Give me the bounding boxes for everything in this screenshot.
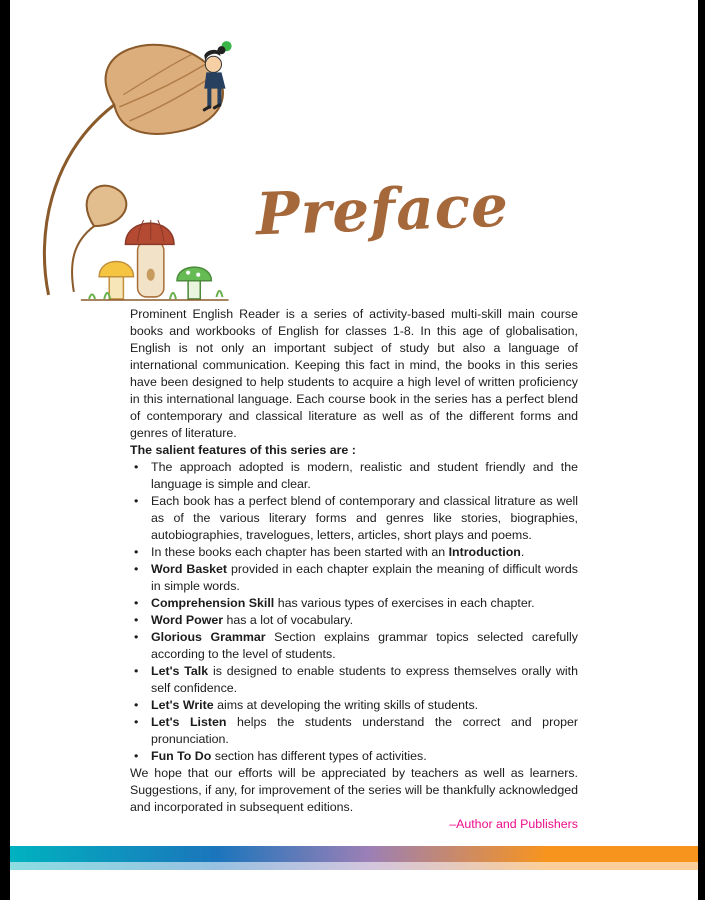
footer-gradient-bar — [10, 846, 698, 862]
scan-edge-left — [0, 0, 10, 900]
feature-item: • Let's Write aims at developing the writing skills of students. — [130, 697, 578, 714]
feature-item: • Let's Talk is designed to enable students to express themselves orally with self confidence. — [130, 663, 578, 697]
feature-item: • Word Basket provided in each chapter explain the meaning of difficult words in simple words. — [130, 561, 578, 595]
feature-item: • In these books each chapter has been started with an Introduction. — [130, 544, 578, 561]
feature-item: • Fun To Do section has different types of activities. — [130, 748, 578, 765]
feature-item: • The approach adopted is modern, realistic and student friendly and the language is simple and clear. — [130, 459, 578, 493]
scan-edge-right — [698, 0, 705, 900]
leaf-girl-illustration — [18, 34, 246, 302]
footer-gradient-bar-thin — [10, 862, 698, 870]
girl-illustration — [204, 41, 231, 110]
leaf-illustration — [44, 45, 223, 295]
intro-paragraph: Prominent English Reader is a series of activity-based multi-skill main course books and workbooks of English for classes 1-8. In this age of globalisation, English is not only an important subject of study but also a language of international communication. Keeping this fact in mind, the books in this series have been designed to help students to acquire a high level of written proficiency in this international language. Each course book in the series has a perfect blend of contemporary and classical literature as well as of the different forms and genres of literature. — [130, 307, 578, 440]
features-list — [130, 459, 578, 765]
mushrooms-illustration — [81, 220, 229, 300]
closing-paragraph: We hope that our efforts will be appreciated by teachers as well as learners. Suggestions, if any, for improvement of the series will be thankfully acknowledged and incorporated in subsequent editions. — [130, 766, 578, 814]
feature-item: • Comprehension Skill has various types of exercises in each chapter. — [130, 595, 578, 612]
features-heading: The salient features of this series are : — [130, 443, 356, 457]
feature-item: • Let's Listen helps the students understand the correct and proper pronunciation. — [130, 714, 578, 748]
preface-text — [130, 306, 578, 833]
page-title: Preface — [254, 171, 510, 249]
feature-item: • Glorious Grammar Section explains grammar topics selected carefully according to the level of students. — [130, 629, 578, 663]
feature-item: • Each book has a perfect blend of contemporary and classical litrature as well as of the various literary forms and genres like stories, biographies, autobiographies, travelogues, letters, articles, short plays and poems. — [130, 493, 578, 544]
feature-item: • Word Power has a lot of vocabulary. — [130, 612, 578, 629]
author-signature: –Author and Publishers — [449, 817, 578, 831]
